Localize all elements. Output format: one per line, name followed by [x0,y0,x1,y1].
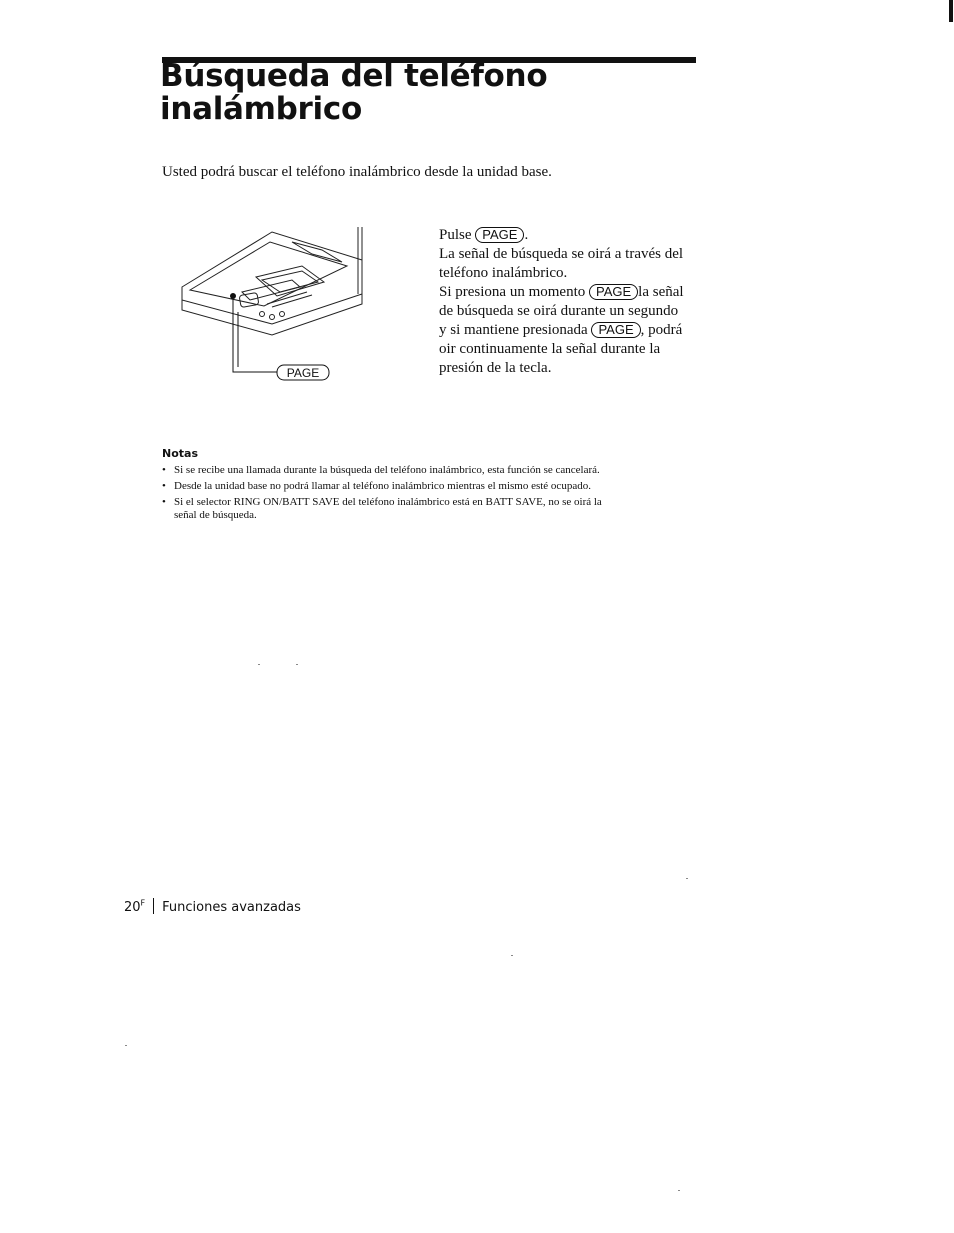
intro-text: Usted podrá buscar el teléfono inalámbrico desde la unidad base. [162,164,552,180]
page-title-line1: Búsqueda del teléfono [160,58,548,94]
note-item [162,464,612,477]
notes-title: Notas [162,447,198,460]
footer-separator [153,898,154,914]
base-unit-illustration [172,222,377,387]
bullet-icon: • [162,496,166,508]
scan-speck [511,955,513,956]
page-key-callout: PAGE [286,366,320,380]
scan-speck [258,664,260,665]
bullet-icon: • [162,480,166,492]
page-title-line2: inalámbrico [160,91,362,127]
footer-section: Funciones avanzadas [162,900,301,915]
page-key-inline-1: PAGE [589,284,638,300]
scan-speck [125,1045,127,1046]
para2-part-c: , podrá oir continuamente la señal durante la presión de la tecla. [439,322,683,376]
para2-part-a: Si presiona un momento [439,284,586,300]
step-paragraph-2 [439,283,689,378]
note-item [162,480,612,493]
para2-part-b: la señal de búsqueda se oirá durante un segundo y si mantiene presionada [439,284,684,338]
instructions [439,226,689,378]
step-paragraph-1: La señal de búsqueda se oirá a través del teléfono inalámbrico. [439,246,684,281]
edge-mark [949,0,953,22]
scan-speck [678,1190,680,1191]
step-pulse: Pulse PAGE . [439,227,529,243]
note-text: Desde la unidad base no podrá llamar al teléfono inalámbrico mientras el mismo esté ocupado. [174,480,591,492]
page-key: PAGE [475,227,524,243]
page-suffix: F [140,898,146,908]
pulse-label: Pulse [439,227,472,243]
notes-list [162,464,612,522]
page-key-inline-2: PAGE [591,322,640,338]
base-unit-drawing [172,222,377,387]
page-number: 20 [124,900,141,915]
note-text: Si se recibe una llamada durante la búsqueda del teléfono inalámbrico, esta función se cancelará. [174,464,600,476]
page-title [160,60,547,126]
note-item [162,496,612,522]
scan-speck [296,664,298,665]
scan-speck [686,878,688,879]
page-footer [124,898,301,915]
bullet-icon: • [162,464,166,476]
notes-section [162,447,612,525]
note-text: Si el selector RING ON/BATT SAVE del teléfono inalámbrico está en BATT SAVE, no se oirá la señal de búsqueda. [174,496,602,521]
